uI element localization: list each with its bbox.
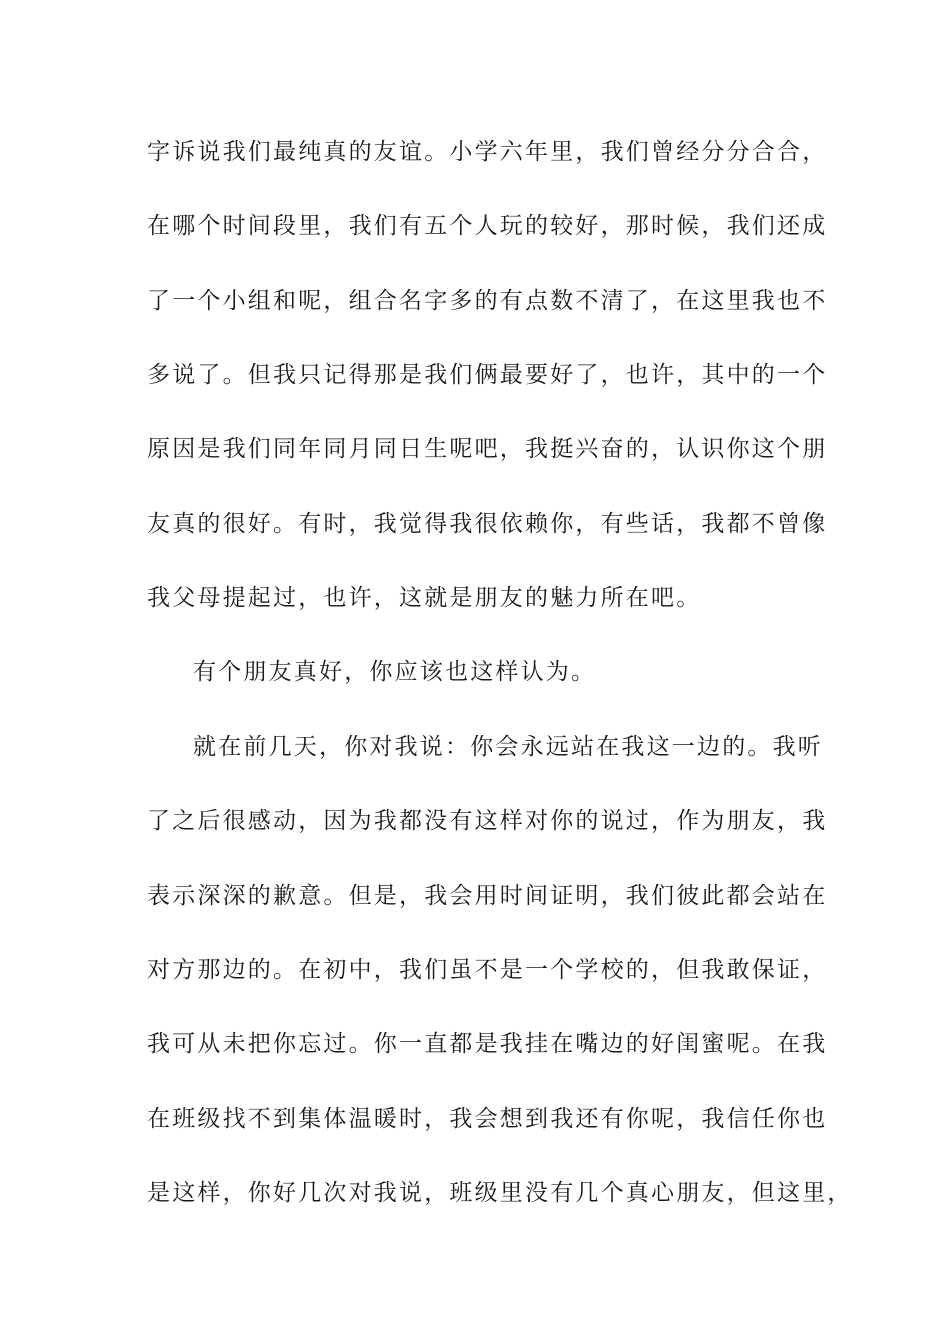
text-line-13: 我可从未把你忘过。你一直都是我挂在嘴边的好闺蜜呢。在我	[147, 1031, 828, 1057]
text-line-3: 了一个小组和呢，组合名字多的有点数不清了，在这里我也不	[147, 288, 828, 314]
text-line-4: 多说了。但我只记得那是我们俩最要好了，也许，其中的一个	[147, 362, 828, 388]
text-line-14: 在班级找不到集体温暖时，我会想到我还有你呢，我信任你也	[147, 1106, 828, 1132]
text-line-6: 友真的很好。有时，我觉得我很依赖你，有些话，我都不曾像	[147, 511, 828, 537]
text-line-2: 在哪个时间段里，我们有五个人玩的较好，那时候，我们还成	[147, 213, 828, 239]
text-line-12: 对方那边的。在初中，我们虽不是一个学校的，但我敢保证，	[147, 957, 828, 983]
text-line-11: 表示深深的歉意。但是，我会用时间证明，我们彼此都会站在	[147, 883, 828, 909]
text-line-1: 字诉说我们最纯真的友谊。小学六年里，我们曾经分分合合，	[147, 139, 828, 165]
text-line-9: 就在前几天，你对我说：你会永远站在我这一边的。我听	[193, 734, 823, 760]
text-line-8: 有个朋友真好，你应该也这样认为。	[193, 659, 597, 685]
text-line-10: 了之后很感动，因为我都没有这样对你的说过，作为朋友，我	[147, 808, 828, 834]
text-line-15: 是这样，你好几次对我说，班级里没有几个真心朋友，但这里，	[147, 1180, 853, 1206]
text-line-7: 我父母提起过，也许，这就是朋友的魅力所在吧。	[147, 585, 702, 611]
text-line-5: 原因是我们同年同月同日生呢吧，我挺兴奋的，认识你这个朋	[147, 436, 828, 462]
